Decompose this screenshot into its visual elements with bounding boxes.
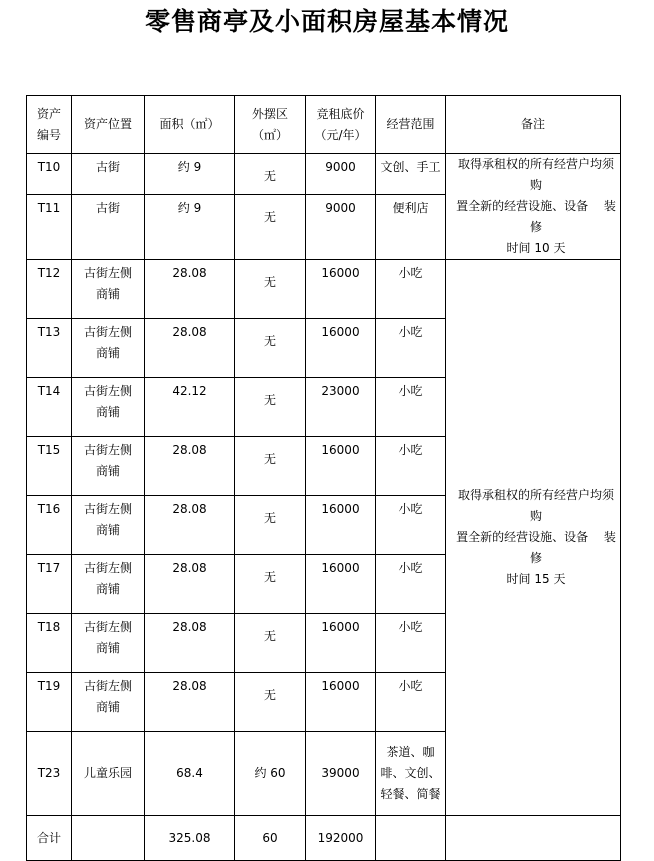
cell-location — [72, 378, 145, 437]
remark-line: 置全新的经营设施、设备 装修 — [456, 199, 616, 234]
cell-location — [72, 260, 145, 319]
cell-area: 68.4 — [145, 732, 235, 816]
cell-outdoor: 无 — [235, 614, 306, 673]
cell-scope — [376, 732, 446, 816]
cell-scope: 小吃 — [376, 260, 446, 319]
cell-text: 商铺 — [95, 405, 120, 419]
table-row — [27, 154, 621, 195]
remark-line: 时间 10 天 — [506, 241, 566, 255]
cell-scope: 小吃 — [376, 378, 446, 437]
total-location-empty — [72, 816, 145, 861]
cell-area: 28.08 — [145, 260, 235, 319]
cell-rent: 16000 — [306, 260, 376, 319]
table-row — [27, 260, 621, 319]
cell-area: 28.08 — [145, 673, 235, 732]
cell-text: 商铺 — [95, 700, 120, 714]
cell-area: 28.08 — [145, 555, 235, 614]
asset-table — [26, 95, 621, 861]
header-location: 资产位置 — [72, 96, 145, 154]
cell-rent: 16000 — [306, 555, 376, 614]
cell-remark-group2 — [446, 260, 621, 816]
cell-scope: 小吃 — [376, 496, 446, 555]
cell-text: 商铺 — [95, 464, 120, 478]
cell-outdoor: 无 — [235, 154, 306, 195]
header-text: （元/年） — [314, 127, 367, 142]
cell-text: 古街左侧 — [83, 266, 132, 280]
cell-text: 商铺 — [95, 346, 120, 360]
header-scope: 经营范围 — [376, 96, 446, 154]
remark-line: 时间 15 天 — [506, 572, 566, 586]
cell-area: 28.08 — [145, 319, 235, 378]
header-text: （㎡） — [251, 127, 288, 142]
cell-remark-group1 — [446, 154, 621, 260]
total-label: 合计 — [27, 816, 72, 861]
cell-id: T12 — [27, 260, 72, 319]
cell-outdoor: 约 60 — [235, 732, 306, 816]
cell-outdoor: 无 — [235, 260, 306, 319]
cell-text: 啡、文创、 — [380, 766, 441, 780]
cell-scope: 小吃 — [376, 319, 446, 378]
cell-area: 28.08 — [145, 496, 235, 555]
cell-id: T10 — [27, 154, 72, 195]
cell-rent: 16000 — [306, 437, 376, 496]
remark-line: 取得承租权的所有经营户均须购 — [457, 157, 614, 192]
cell-id: T19 — [27, 673, 72, 732]
header-text: 竞租底价 — [316, 106, 365, 121]
cell-location: 儿童乐园 — [72, 732, 145, 816]
header-text: 外摆区 — [251, 106, 288, 121]
cell-text: 商铺 — [95, 641, 120, 655]
total-remark-empty — [446, 816, 621, 861]
cell-outdoor: 无 — [235, 437, 306, 496]
document-title: 零售商亭及小面积房屋基本情况 — [144, 7, 509, 36]
cell-location: 古街 — [72, 195, 145, 260]
cell-area: 28.08 — [145, 437, 235, 496]
cell-scope: 小吃 — [376, 555, 446, 614]
cell-scope: 文创、手工 — [376, 154, 446, 195]
cell-id: T23 — [27, 732, 72, 816]
cell-rent: 39000 — [306, 732, 376, 816]
total-scope-empty — [376, 816, 446, 861]
cell-outdoor: 无 — [235, 195, 306, 260]
header-outdoor — [235, 96, 306, 154]
cell-area: 28.08 — [145, 614, 235, 673]
cell-id: T16 — [27, 496, 72, 555]
header-area: 面积（㎡） — [145, 96, 235, 154]
cell-text: 商铺 — [95, 523, 120, 537]
cell-rent: 16000 — [306, 319, 376, 378]
cell-text: 轻餐、简餐 — [380, 787, 441, 801]
cell-outdoor: 无 — [235, 378, 306, 437]
total-area: 325.08 — [145, 816, 235, 861]
cell-id: T13 — [27, 319, 72, 378]
total-outdoor: 60 — [235, 816, 306, 861]
cell-text: 商铺 — [95, 582, 120, 596]
cell-scope: 小吃 — [376, 437, 446, 496]
remark-line: 置全新的经营设施、设备 装修 — [456, 530, 616, 565]
cell-text: 古街左侧 — [83, 679, 132, 693]
cell-text: 商铺 — [95, 287, 120, 301]
table-header-row — [27, 96, 621, 154]
cell-location — [72, 437, 145, 496]
cell-rent: 16000 — [306, 673, 376, 732]
cell-id: T15 — [27, 437, 72, 496]
cell-id: T14 — [27, 378, 72, 437]
header-text: 资产 — [36, 106, 61, 121]
cell-rent: 9000 — [306, 195, 376, 260]
cell-location — [72, 673, 145, 732]
cell-outdoor: 无 — [235, 319, 306, 378]
cell-outdoor: 无 — [235, 555, 306, 614]
cell-scope: 便利店 — [376, 195, 446, 260]
cell-id: T17 — [27, 555, 72, 614]
remark-line: 取得承租权的所有经营户均须购 — [457, 488, 614, 523]
cell-rent: 16000 — [306, 614, 376, 673]
cell-text: 古街左侧 — [83, 325, 132, 339]
cell-id: T18 — [27, 614, 72, 673]
cell-text: 古街左侧 — [83, 502, 132, 516]
cell-id: T11 — [27, 195, 72, 260]
cell-text: 古街左侧 — [83, 620, 132, 634]
cell-text: 古街左侧 — [83, 561, 132, 575]
total-rent: 192000 — [306, 816, 376, 861]
cell-text: 茶道、咖 — [386, 745, 435, 759]
cell-area: 约 9 — [145, 154, 235, 195]
cell-location: 古街 — [72, 154, 145, 195]
cell-location — [72, 614, 145, 673]
cell-text: 古街左侧 — [83, 443, 132, 457]
header-asset-no — [27, 96, 72, 154]
cell-scope: 小吃 — [376, 673, 446, 732]
header-text: 编号 — [36, 127, 61, 142]
cell-scope: 小吃 — [376, 614, 446, 673]
cell-outdoor: 无 — [235, 673, 306, 732]
cell-location — [72, 555, 145, 614]
cell-text: 古街左侧 — [83, 384, 132, 398]
cell-area: 约 9 — [145, 195, 235, 260]
cell-location — [72, 319, 145, 378]
header-rent — [306, 96, 376, 154]
cell-area: 42.12 — [145, 378, 235, 437]
cell-rent: 9000 — [306, 154, 376, 195]
cell-rent: 16000 — [306, 496, 376, 555]
cell-rent: 23000 — [306, 378, 376, 437]
cell-location — [72, 496, 145, 555]
header-remark: 备注 — [446, 96, 621, 154]
total-row — [27, 816, 621, 861]
cell-outdoor: 无 — [235, 496, 306, 555]
